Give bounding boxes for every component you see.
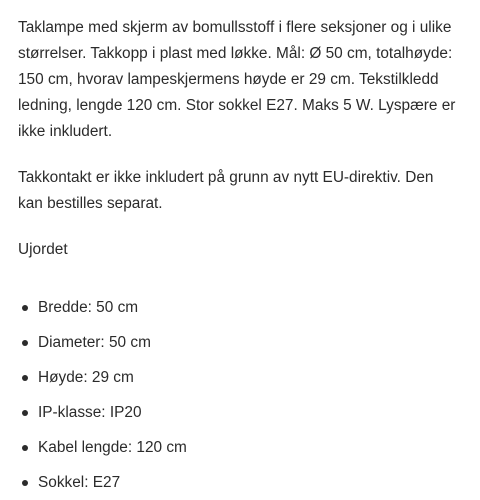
bullet-icon (22, 410, 28, 416)
description-paragraph-grounding: Ujordet (18, 241, 68, 258)
spec-item-socket (18, 465, 462, 500)
spec-item-height (18, 360, 462, 395)
spec-item-width (18, 290, 462, 325)
spec-item-diameter (18, 325, 462, 360)
spec-item-label: Sokkel: E27 (38, 473, 121, 491)
bullet-icon (22, 480, 28, 486)
spec-item-label: Høyde: 29 cm (38, 368, 134, 386)
bullet-icon (22, 375, 28, 381)
spec-item-cable-length (18, 430, 462, 465)
bullet-icon (22, 445, 28, 451)
spec-item-label: Kabel lengde: 120 cm (38, 438, 187, 456)
spec-list (18, 290, 462, 500)
bullet-icon (22, 305, 28, 311)
spec-item-label: Bredde: 50 cm (38, 298, 139, 316)
bullet-icon (22, 340, 28, 346)
spec-item-label: IP-klasse: IP20 (38, 403, 142, 421)
spec-item-label: Diameter: 50 cm (38, 333, 151, 351)
description-paragraph-ceiling-outlet: Takkontakt er ikke inkludert på grunn av nytt EU-direktiv. Den kan bestilles separat. (18, 169, 434, 212)
spec-item-ip-class (18, 395, 462, 430)
description-paragraph-main: Taklampe med skjerm av bomullsstoff i flere seksjoner og i ulike størrelser. Takkopp i plast med løkke. Mål: Ø 50 cm, totalhøyde: 150 cm, hvorav lampeskjermens høyde er 29 cm. Tekstilkledd ledning, lengde 120 cm. Stor sokkel E27. Maks 5 W. Lyspære er ikke inkludert. (18, 19, 456, 140)
